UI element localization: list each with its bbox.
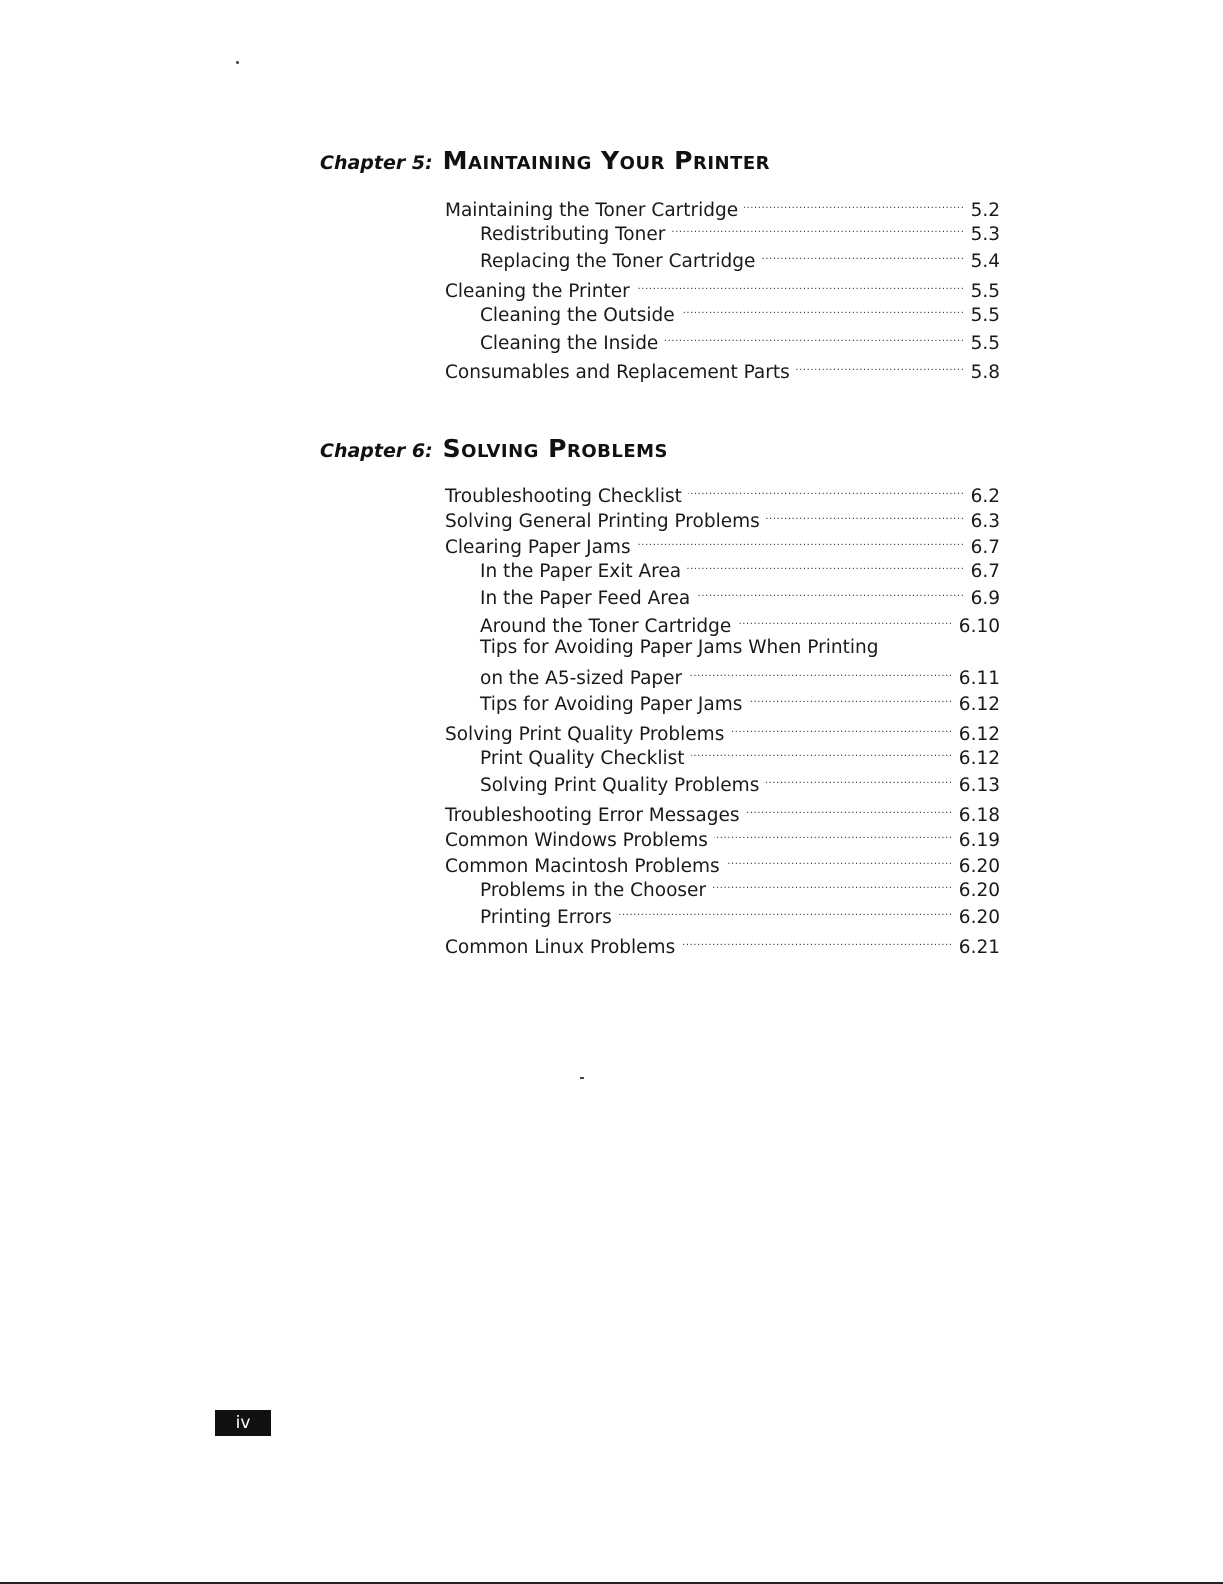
dot-leader xyxy=(796,354,963,378)
dot-leader xyxy=(746,797,951,821)
dot-leader xyxy=(744,192,962,216)
page-number-tab: iv xyxy=(215,1410,271,1436)
scan-speck xyxy=(236,61,239,64)
toc-page-number: 6.12 xyxy=(951,693,1000,717)
toc-entry[interactable] xyxy=(445,797,1000,826)
toc-entry[interactable] xyxy=(445,503,1000,532)
dot-leader xyxy=(726,848,951,872)
toc-page-number: 6.19 xyxy=(951,829,1000,853)
toc-page-number: 6.18 xyxy=(951,804,1000,828)
toc-page-number: 5.3 xyxy=(963,223,1000,247)
toc-entry[interactable] xyxy=(480,297,1000,326)
toc-page-number: 6.12 xyxy=(951,747,1000,771)
toc-page-number: 6.7 xyxy=(963,560,1000,584)
toc-entry[interactable] xyxy=(445,529,1000,558)
toc-entry-title: Cleaning the Inside xyxy=(480,332,664,356)
toc-page-number: 5.5 xyxy=(963,280,1000,304)
dot-leader xyxy=(765,767,950,791)
toc-page-number: 6.13 xyxy=(951,774,1000,798)
dot-leader xyxy=(681,929,951,953)
toc-entry[interactable] xyxy=(445,822,1000,851)
toc-entry-title: Cleaning the Outside xyxy=(480,304,681,328)
chapter-title: Solving Problems xyxy=(442,434,668,463)
chapter-label: Chapter 6: xyxy=(320,440,433,462)
dot-leader xyxy=(696,580,962,604)
toc-entry-title: Around the Toner Cartridge xyxy=(480,615,737,639)
toc-entry[interactable] xyxy=(445,354,1000,383)
toc-page-number: 5.4 xyxy=(963,250,1000,274)
toc-entry-title: Clearing Paper Jams xyxy=(445,536,637,560)
toc-page-number: 6.7 xyxy=(963,536,1000,560)
toc-entry-title: Common Linux Problems xyxy=(445,936,681,960)
toc-entry-title: Common Macintosh Problems xyxy=(445,855,726,879)
toc-entry-title: Replacing the Toner Cartridge xyxy=(480,250,761,274)
toc-entry-title: Troubleshooting Checklist xyxy=(445,485,688,509)
toc-entry[interactable] xyxy=(445,716,1000,745)
dot-leader xyxy=(714,822,951,846)
toc-entry-title-line2: on the A5-sized Paper xyxy=(480,667,688,691)
toc-entry-title: Solving Print Quality Problems xyxy=(480,774,765,798)
toc-entry[interactable] xyxy=(480,872,1000,901)
dot-leader xyxy=(691,740,951,764)
toc-entry[interactable] xyxy=(480,636,1000,689)
scan-speck xyxy=(580,1077,584,1079)
chapter-label: Chapter 5: xyxy=(320,152,433,174)
toc-entry-title: Solving Print Quality Problems xyxy=(445,723,730,747)
toc-entry[interactable] xyxy=(445,273,1000,302)
toc-entry-title: Maintaining the Toner Cartridge xyxy=(445,199,744,223)
toc-page-number: 5.5 xyxy=(963,332,1000,356)
toc-entry[interactable] xyxy=(445,478,1000,507)
toc-entry-title: Redistributing Toner xyxy=(480,223,671,247)
dot-leader xyxy=(748,686,950,710)
toc-entry-title: Cleaning the Printer xyxy=(445,280,636,304)
toc-entry-title: In the Paper Feed Area xyxy=(480,587,696,611)
toc-page-number: 6.12 xyxy=(951,723,1000,747)
chapter-title: Maintaining Your Printer xyxy=(442,146,771,175)
toc-entry[interactable] xyxy=(480,216,1000,245)
toc-entry[interactable] xyxy=(480,686,1000,715)
toc-page-number: 6.3 xyxy=(963,510,1000,534)
toc-entry[interactable] xyxy=(480,553,1000,582)
dot-leader xyxy=(766,503,963,527)
dot-leader xyxy=(681,297,963,321)
toc-entry[interactable] xyxy=(445,848,1000,877)
toc-page-number: 6.20 xyxy=(951,879,1000,903)
toc-entry[interactable] xyxy=(480,899,1000,928)
toc-page-number: 6.10 xyxy=(951,615,1000,639)
dot-leader xyxy=(671,216,962,240)
toc-entry-title: Troubleshooting Error Messages xyxy=(445,804,746,828)
toc-entry[interactable] xyxy=(445,929,1000,958)
toc-entry-title-line1: Tips for Avoiding Paper Jams When Printing xyxy=(480,637,879,658)
toc-entry-title: Common Windows Problems xyxy=(445,829,714,853)
toc-entry-title: Print Quality Checklist xyxy=(480,747,691,771)
dot-leader xyxy=(730,716,950,740)
dot-leader xyxy=(737,608,951,632)
dot-leader xyxy=(618,899,951,923)
dot-leader xyxy=(637,529,963,553)
toc-page-number: 6.21 xyxy=(951,936,1000,960)
toc-entry[interactable] xyxy=(480,243,1000,272)
toc-entry-title: Consumables and Replacement Parts xyxy=(445,361,796,385)
toc-entry[interactable] xyxy=(480,767,1000,796)
dot-leader xyxy=(636,273,963,297)
toc-page-number: 6.9 xyxy=(963,587,1000,611)
toc-entry-title: Problems in the Chooser xyxy=(480,879,712,903)
toc-page-number: 6.20 xyxy=(951,906,1000,930)
toc-entry-title: Solving General Printing Problems xyxy=(445,510,766,534)
toc-page-number: 5.5 xyxy=(963,304,1000,328)
chapter-heading xyxy=(320,434,668,463)
dot-leader xyxy=(688,478,963,502)
toc-page-number: 6.20 xyxy=(951,855,1000,879)
chapter-heading xyxy=(320,146,770,175)
toc-page-number: 5.2 xyxy=(963,199,1000,223)
toc-entry[interactable] xyxy=(480,740,1000,769)
toc-entry[interactable] xyxy=(480,608,1000,637)
dot-leader xyxy=(687,553,963,577)
toc-entry-title: In the Paper Exit Area xyxy=(480,560,687,584)
toc-entry[interactable] xyxy=(480,325,1000,354)
toc-entry[interactable] xyxy=(480,580,1000,609)
toc-entry[interactable] xyxy=(445,192,1000,221)
dot-leader xyxy=(664,325,962,349)
toc-page-number: 5.8 xyxy=(963,361,1000,385)
dot-leader xyxy=(688,660,951,684)
toc-entry-title: Tips for Avoiding Paper Jams xyxy=(480,693,748,717)
toc-page-number: 6.2 xyxy=(963,485,1000,509)
dot-leader xyxy=(712,872,951,896)
toc-page-number: 6.11 xyxy=(951,667,1000,691)
dot-leader xyxy=(761,243,962,267)
toc-entry-title: Printing Errors xyxy=(480,906,618,930)
